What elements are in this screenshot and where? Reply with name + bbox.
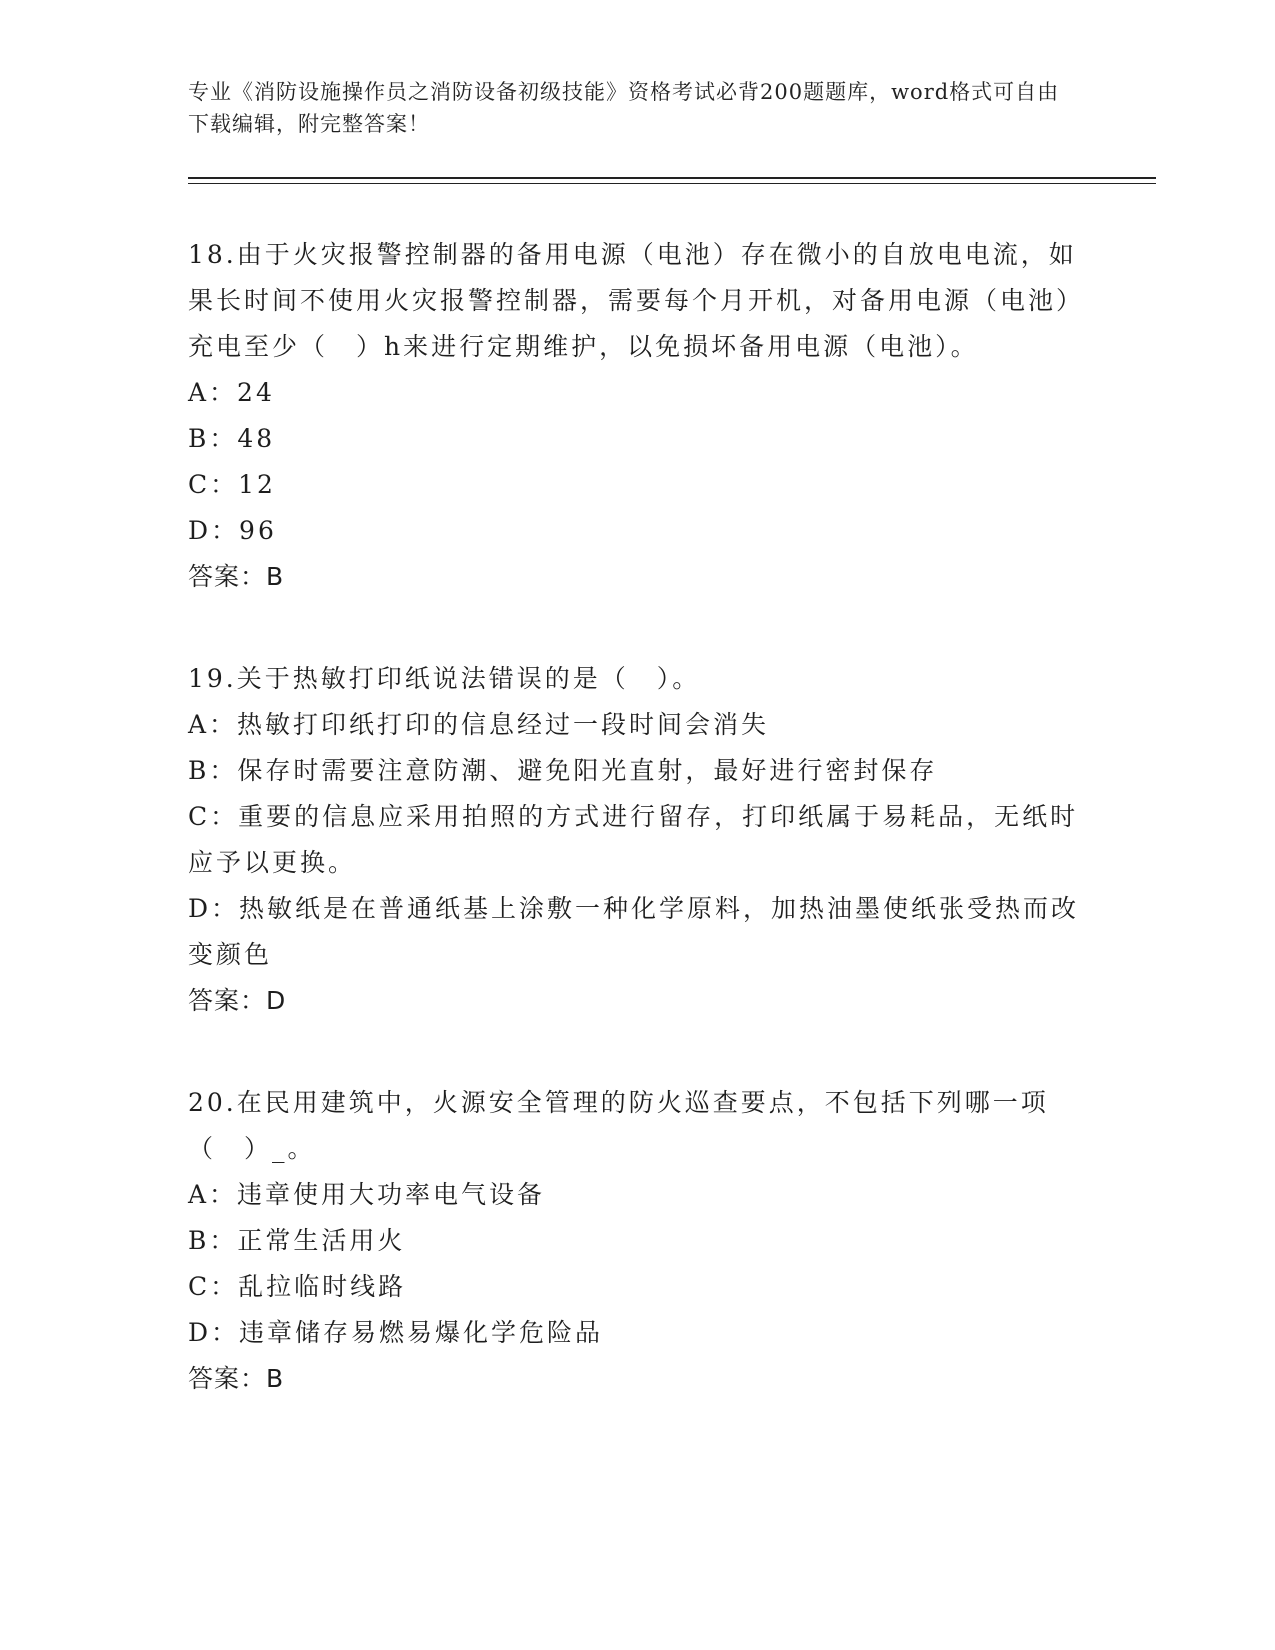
option-b: B：正常生活用火 [188,1226,406,1255]
question-stem: 20.在民用建筑中，火源安全管理的防火巡查要点，不包括下列哪一项（ ）_。 [188,1088,1049,1163]
option-a: A：24 [188,378,275,407]
question-20 [188,1080,1088,1402]
question-stem: 19.关于热敏打印纸说法错误的是（ ）。 [188,664,701,693]
answer: 答案：B [188,1364,285,1393]
option-c: C：重要的信息应采用拍照的方式进行留存，打印纸属于易耗品，无纸时应予以更换。 [188,802,1079,877]
question-18 [188,232,1088,600]
option-d: D：违章储存易燃易爆化学危险品 [188,1318,604,1347]
answer: 答案：D [188,986,287,1015]
option-a: A：热敏打印纸打印的信息经过一段时间会消失 [188,710,770,739]
question-list [188,232,1088,1458]
option-c: C：12 [188,470,276,499]
option-a: A：违章使用大功率电气设备 [188,1180,546,1209]
option-b: B：48 [188,424,276,453]
answer: 答案：B [188,562,285,591]
option-c: C：乱拉临时线路 [188,1272,407,1301]
question-19 [188,656,1088,1024]
option-b: B：保存时需要注意防潮、避免阳光直射，最好进行密封保存 [188,756,938,785]
option-d: D：热敏纸是在普通纸基上涂敷一种化学原料，加热油墨使纸张受热而改变颜色 [188,894,1080,969]
header-divider-thick [188,177,1156,179]
question-stem: 18.由于火灾报警控制器的备用电源（电池）存在微小的自放电电流，如果长时间不使用火灾报警控制器，需要每个月开机，对备用电源（电池）充电至少（ ）h来进行定期维护，以免损坏备用电源（电池）。 [188,240,1085,361]
document-header: 专业《消防设施操作员之消防设备初级技能》资格考试必背200题题库，word格式可自由下载编辑，附完整答案！ [188,80,1060,136]
option-d: D：96 [188,516,277,545]
header-divider-thin [188,183,1156,184]
